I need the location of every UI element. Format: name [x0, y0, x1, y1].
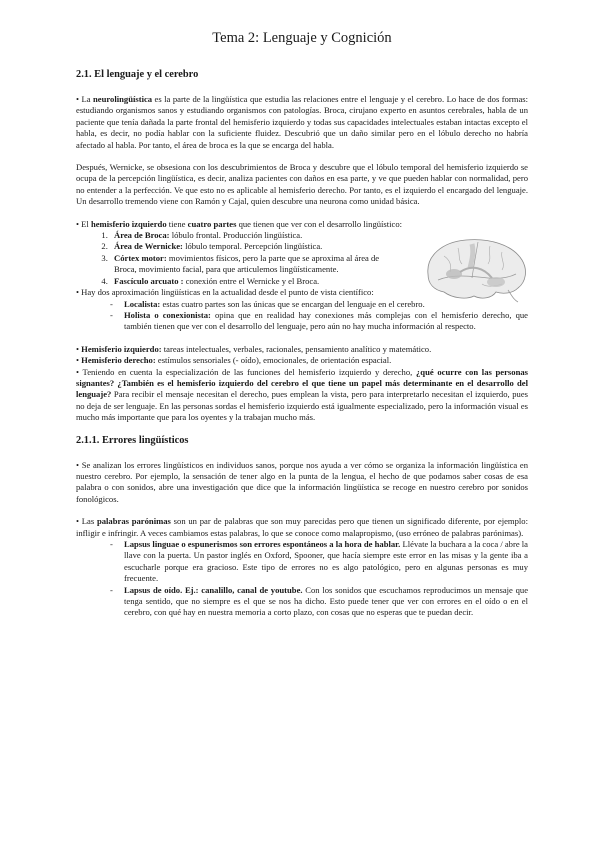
- paragraph-left-hemisphere-parts: • El hemisferio izquierdo tiene cuatro partes que tienen que ver con el desarrollo lingüístico:: [76, 218, 403, 229]
- list-item: 4. Fascículo arcuato : conexión entre el Wernicke y el Broca.: [110, 276, 400, 287]
- list-item: - Holista o conexionista: opina que en realidad hay conexiones más complejas con el hemisferio derecho, que también tienen que ver con el desarrollo del lenguaje, pero aún no hay mucha información al respecto.: [110, 310, 528, 333]
- list-item: 2. Área de Wernicke: lóbulo temporal. Percepción lingüística.: [110, 241, 400, 252]
- paragraph-right-hemisphere: • Hemisferio derecho: estímulos sensoriales (- oído), emocionales, de orientación espacial.: [76, 355, 392, 366]
- paragraph-signers: • Teniendo en cuenta la especialización de las funciones del hemisferio izquierdo y derecho, ¿qué ocurre con las personas signantes? ¿También es el hemisferio izquierdo del cerebro el que tiene un papel más determinante en el desarrollo del lenguaje? Para recibir el mensaje necesitan el derecho, pues emplean la vista, pero para interpretarlo necesitan el izquierdo, pues no deja de ser lenguaje. En las personas sordas el hemisferio izquierdo está igualmente especializado, pero la información visual es mucho más importante que para los oyentes y la trabajan mucho más.: [76, 366, 528, 423]
- term-neurolinguistics: neurolingüística: [93, 94, 153, 104]
- list-item: - Localista: estas cuatro partes son las únicas que se encargan del lenguaje en el cerebro.: [110, 299, 528, 310]
- document-page: [76, 30, 528, 619]
- signers-question: ¿qué ocurre con las personas signantes? ¿También es el hemisferio izquierdo del cerebro el que tiene un papel más determinante en el desarrollo del lenguaje?: [76, 366, 528, 400]
- section-heading-errors: 2.1.1. Errores lingüísticos: [76, 434, 189, 446]
- list-item: 1. Área de Broca: lóbulo frontal. Producción lingüística.: [110, 230, 400, 241]
- list-item: - Lapsus linguae o espunerismos son errores espontáneos a la hora de hablar. Llévate la buchara a la coca / abre la llave con la puerta. Un pastor inglés en Oxford, Spooner, que hacía siempre este error en las misas y la gente iba a escucharle porque era gracioso. Este tipo de errores no es algo patológico, pero en algunas personas es muy frecuente.: [110, 539, 528, 585]
- paragraph-wernicke: Después, Wernicke, se obsesiona con los descubrimientos de Broca y descubre que el lóbulo temporal del hemisferio izquierdo se ocupa de la percepción lingüística, es decir, analiza pacientes con daños en esa parte, y ve que pueden hablar con normalidad, pero no entender a la perfección. Ve que esto no es aplicable al hemisferio derecho. Por tanto, es el izquierdo el encargado del lenguaje. Un desarrollo tremendo viene con Ramón y Cajal, quien descubre una neurona como unidad básica.: [76, 162, 528, 207]
- approaches-list: [76, 299, 528, 333]
- term-left-hemisphere: hemisferio izquierdo: [90, 218, 167, 229]
- list-item: 3. Córtex motor: movimientos físicos, pero la parte que se aproxima al área de Broca, movimiento facial, para que articulemos lingüísticamente.: [110, 253, 400, 276]
- term-four-parts: cuatro partes: [187, 218, 237, 229]
- brain-parts-block: [76, 230, 528, 287]
- brain-illustration: [422, 234, 530, 306]
- paragraph-errors-intro: • Se analizan los errores lingüísticos en individuos sanos, porque nos ayuda a ver cómo se organiza la información lingüística en nuestro cerebro. Por ejemplo, la sensación de tener algo en la punta de la lengua, el hecho de que podamos saber cosas de esa palabra o con sonidos, abre una investigación que dice que la información lingüística se recoge en nuestro cerebro por sonidos fonológicos.: [76, 459, 528, 504]
- paragraph-approaches: • Hay dos aproximación lingüísticas en la actualidad desde el punto de vista científico:: [76, 287, 374, 298]
- paragraph-neurolinguistics: • La neurolingüística es la parte de la lingüística que estudia las relaciones entre el lenguaje y el cerebro. Lo hace de dos formas: estudiando organismos sanos y estudiando organismos con patologías. Broca, cirujano experto en asuntos cerebrales, habla de un paciente que tenía dañada la parte frontal del hemisferio izquierdo y todas sus capacidades intelectuales estaban intactas excepto el habla, es decir, no podía hablar con la suficiente fluidez. Descubrió que un daño similar pero en el lóbulo derecho no habría afectado al habla. Por tanto, el área de broca es la que se encarga del habla.: [76, 94, 528, 150]
- section-heading-brain: 2.1. El lenguaje y el cerebro: [76, 69, 199, 80]
- brain-parts-list: [76, 230, 400, 287]
- paragraph-left-hemisphere: • Hemisferio izquierdo: tareas intelectuales, verbales, racionales, pensamiento analítico y matemático.: [76, 343, 432, 354]
- page-title: Tema 2: Lenguaje y Cognición: [212, 30, 392, 46]
- list-item: - Lapsus de oído. Ej.: canalillo, canal de youtube. Con los sonidos que escuchamos reproducimos un mensaje que tenga sentido, que no siempre es el que se nos ha dicho. Esto puede tener que ver con errores en el oído o en el cerebro, con qué hay en nuestra memoria a corto plazo, con cosas que no esperas que te puedan decir.: [110, 585, 528, 619]
- paragraph-paronyms: • Las palabras parónimas son un par de palabras que son muy parecidas pero que tienen un significado diferente, por ejemplo: infligir e infringir. A veces cambiamos estas palabras, lo que se conoce como malapropismo, (uso erróneo de palabras parónimas).: [76, 516, 528, 538]
- term-paronyms: palabras parónimas: [96, 516, 171, 527]
- errors-list: [76, 539, 528, 619]
